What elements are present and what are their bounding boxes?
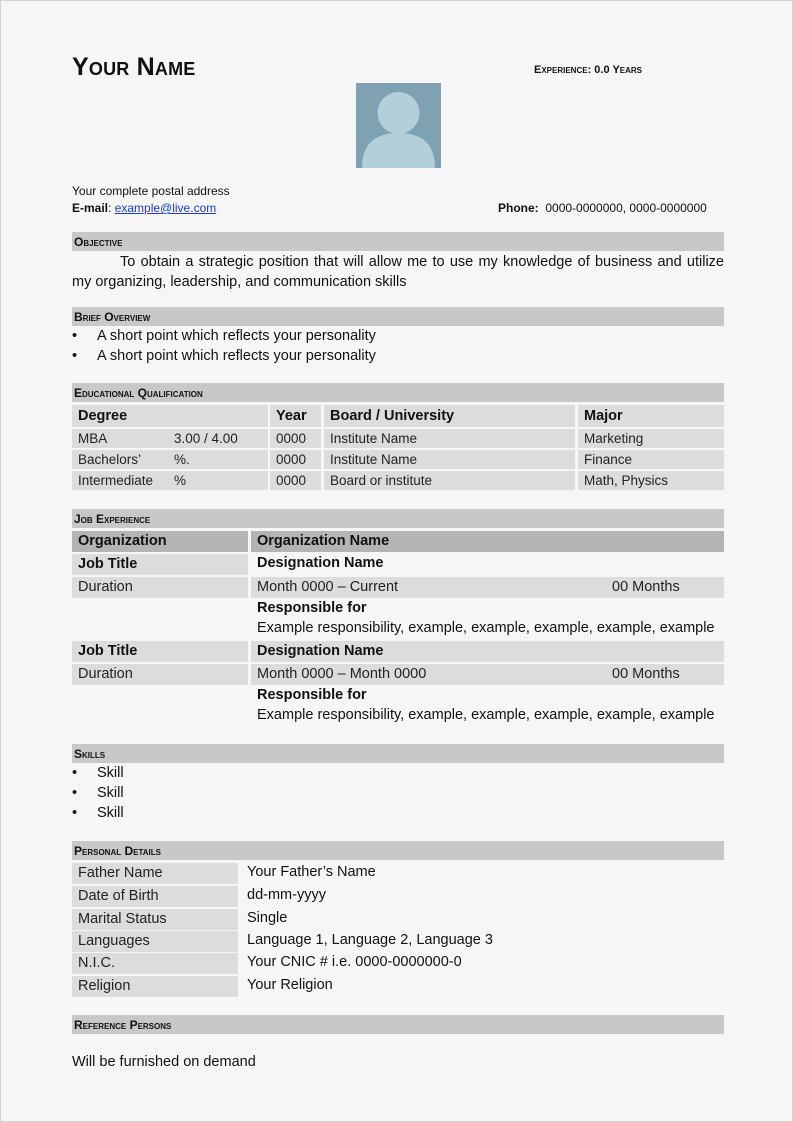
col-header-major: Major — [578, 405, 724, 427]
duration-row: Month 0000 – Current 00 Months — [251, 577, 724, 598]
personal-value: Your Father’s Name — [247, 864, 376, 880]
avatar-icon — [356, 83, 441, 168]
duration-row: Month 0000 – Month 0000 00 Months — [251, 664, 724, 685]
duration-label: Duration — [72, 664, 248, 685]
bullet-icon: • — [72, 348, 78, 364]
responsibility-text: Example responsibility, example, example, example, example, example — [257, 707, 715, 723]
personal-label: Date of Birth — [72, 886, 238, 907]
col-header-year: Year — [270, 405, 321, 427]
table-row: MBA 3.00 / 4.00 — [72, 429, 268, 448]
phone-label: Phone: — [498, 201, 539, 215]
email-label: E-mail — [72, 201, 109, 215]
col-header-degree: Degree — [72, 405, 268, 427]
designation-name: Designation Name — [257, 555, 384, 571]
profile-photo-placeholder — [356, 83, 441, 168]
job-heading: Job Experience — [72, 509, 724, 528]
organization-label: Organization — [72, 531, 248, 552]
bullet-icon: • — [72, 805, 78, 821]
personal-value: Single — [247, 910, 288, 926]
bullet-icon: • — [72, 765, 78, 781]
job-title-label: Job Title — [72, 554, 248, 575]
responsibility-text: Example responsibility, example, example, example, example, example — [257, 620, 715, 636]
job-title-label: Job Title — [72, 641, 248, 662]
skills-heading: Skills — [72, 744, 724, 763]
personal-heading: Personal Details — [72, 841, 724, 860]
references-heading: Reference Persons — [72, 1015, 724, 1034]
personal-value: Language 1, Language 2, Language 3 — [247, 932, 493, 948]
personal-value: Your CNIC # i.e. 0000-0000000-0 — [247, 954, 462, 970]
table-row: Intermediate % — [72, 471, 268, 490]
personal-label: Languages — [72, 931, 238, 952]
personal-label: Father Name — [72, 863, 238, 884]
bullet-icon: • — [72, 328, 78, 344]
postal-address: Your complete postal address — [72, 184, 230, 198]
objective-text: To obtain a strategic position that will allow me to use my knowledge of business and utilize my organizing, leadership, and communication skills — [72, 254, 724, 290]
duration-label: Duration — [72, 577, 248, 598]
personal-label: N.I.C. — [72, 953, 238, 974]
references-text: Will be furnished on demand — [72, 1054, 256, 1070]
personal-value: Your Religion — [247, 977, 333, 993]
personal-label: Marital Status — [72, 909, 238, 930]
email-link[interactable]: example@live.com — [114, 201, 217, 215]
organization-name: Organization Name — [251, 531, 724, 552]
overview-heading: Brief Overview — [72, 307, 724, 326]
bullet-icon: • — [72, 785, 78, 801]
col-header-board: Board / University — [324, 405, 575, 427]
resume-page: Your Name Experience: 0.0 Years Your complete postal address E-mail: example@live.com Phone: 0000-0000000, 0000-0000000 Objective To obtain a strategic position that will allow me to use my knowledge of business and utilize my organizing, leadership, and communication skills Brief Overview • A short point which reflects your personality • A short point which reflects your personality Educational Qualification Degree Year Board / University Major MBA 3.00 / 4.00 0000 Institute Name Marketing Bachelors’ %. 0000 Institute Name Finance Intermediate % 0000 Board or institute Math, Physics Job Experience Organization Organization Name Job Title Designation Name Duration Month 0000 – Current 00 Months Responsible for Example responsibility, example, example, example, example, example Job Title Designation Name Duration Month 0000 – Month 0000 00 Months Responsible for Example responsibility, example, example, example, example, example Skills • Skill • Skill • Skill Personal Details Father Name Your Father’s Name Date of Birth dd-mm-yyyy Marital Status Single Languages Language 1, Language 2, Language 3 N.I.C. Your CNIC # i.e. 0000-0000000-0 Religion Your Religion Reference Persons Will be furnished on demand — [0, 0, 793, 1122]
education-heading: Educational Qualification — [72, 383, 724, 402]
responsibility-label: Responsible for — [257, 600, 367, 616]
responsibility-label: Responsible for — [257, 687, 367, 703]
email-line: E-mail: example@live.com — [72, 201, 217, 215]
candidate-name: Your Name — [72, 53, 196, 81]
table-row: Bachelors’ %. — [72, 450, 268, 469]
objective-heading: Objective — [72, 232, 724, 251]
designation-name: Designation Name — [251, 641, 724, 662]
phone-line — [498, 201, 707, 215]
experience-summary: Experience: 0.0 Years — [534, 64, 643, 76]
personal-value: dd-mm-yyyy — [247, 887, 326, 903]
personal-label: Religion — [72, 976, 238, 997]
phone-number: 0000-0000000, 0000-0000000 — [545, 201, 707, 215]
